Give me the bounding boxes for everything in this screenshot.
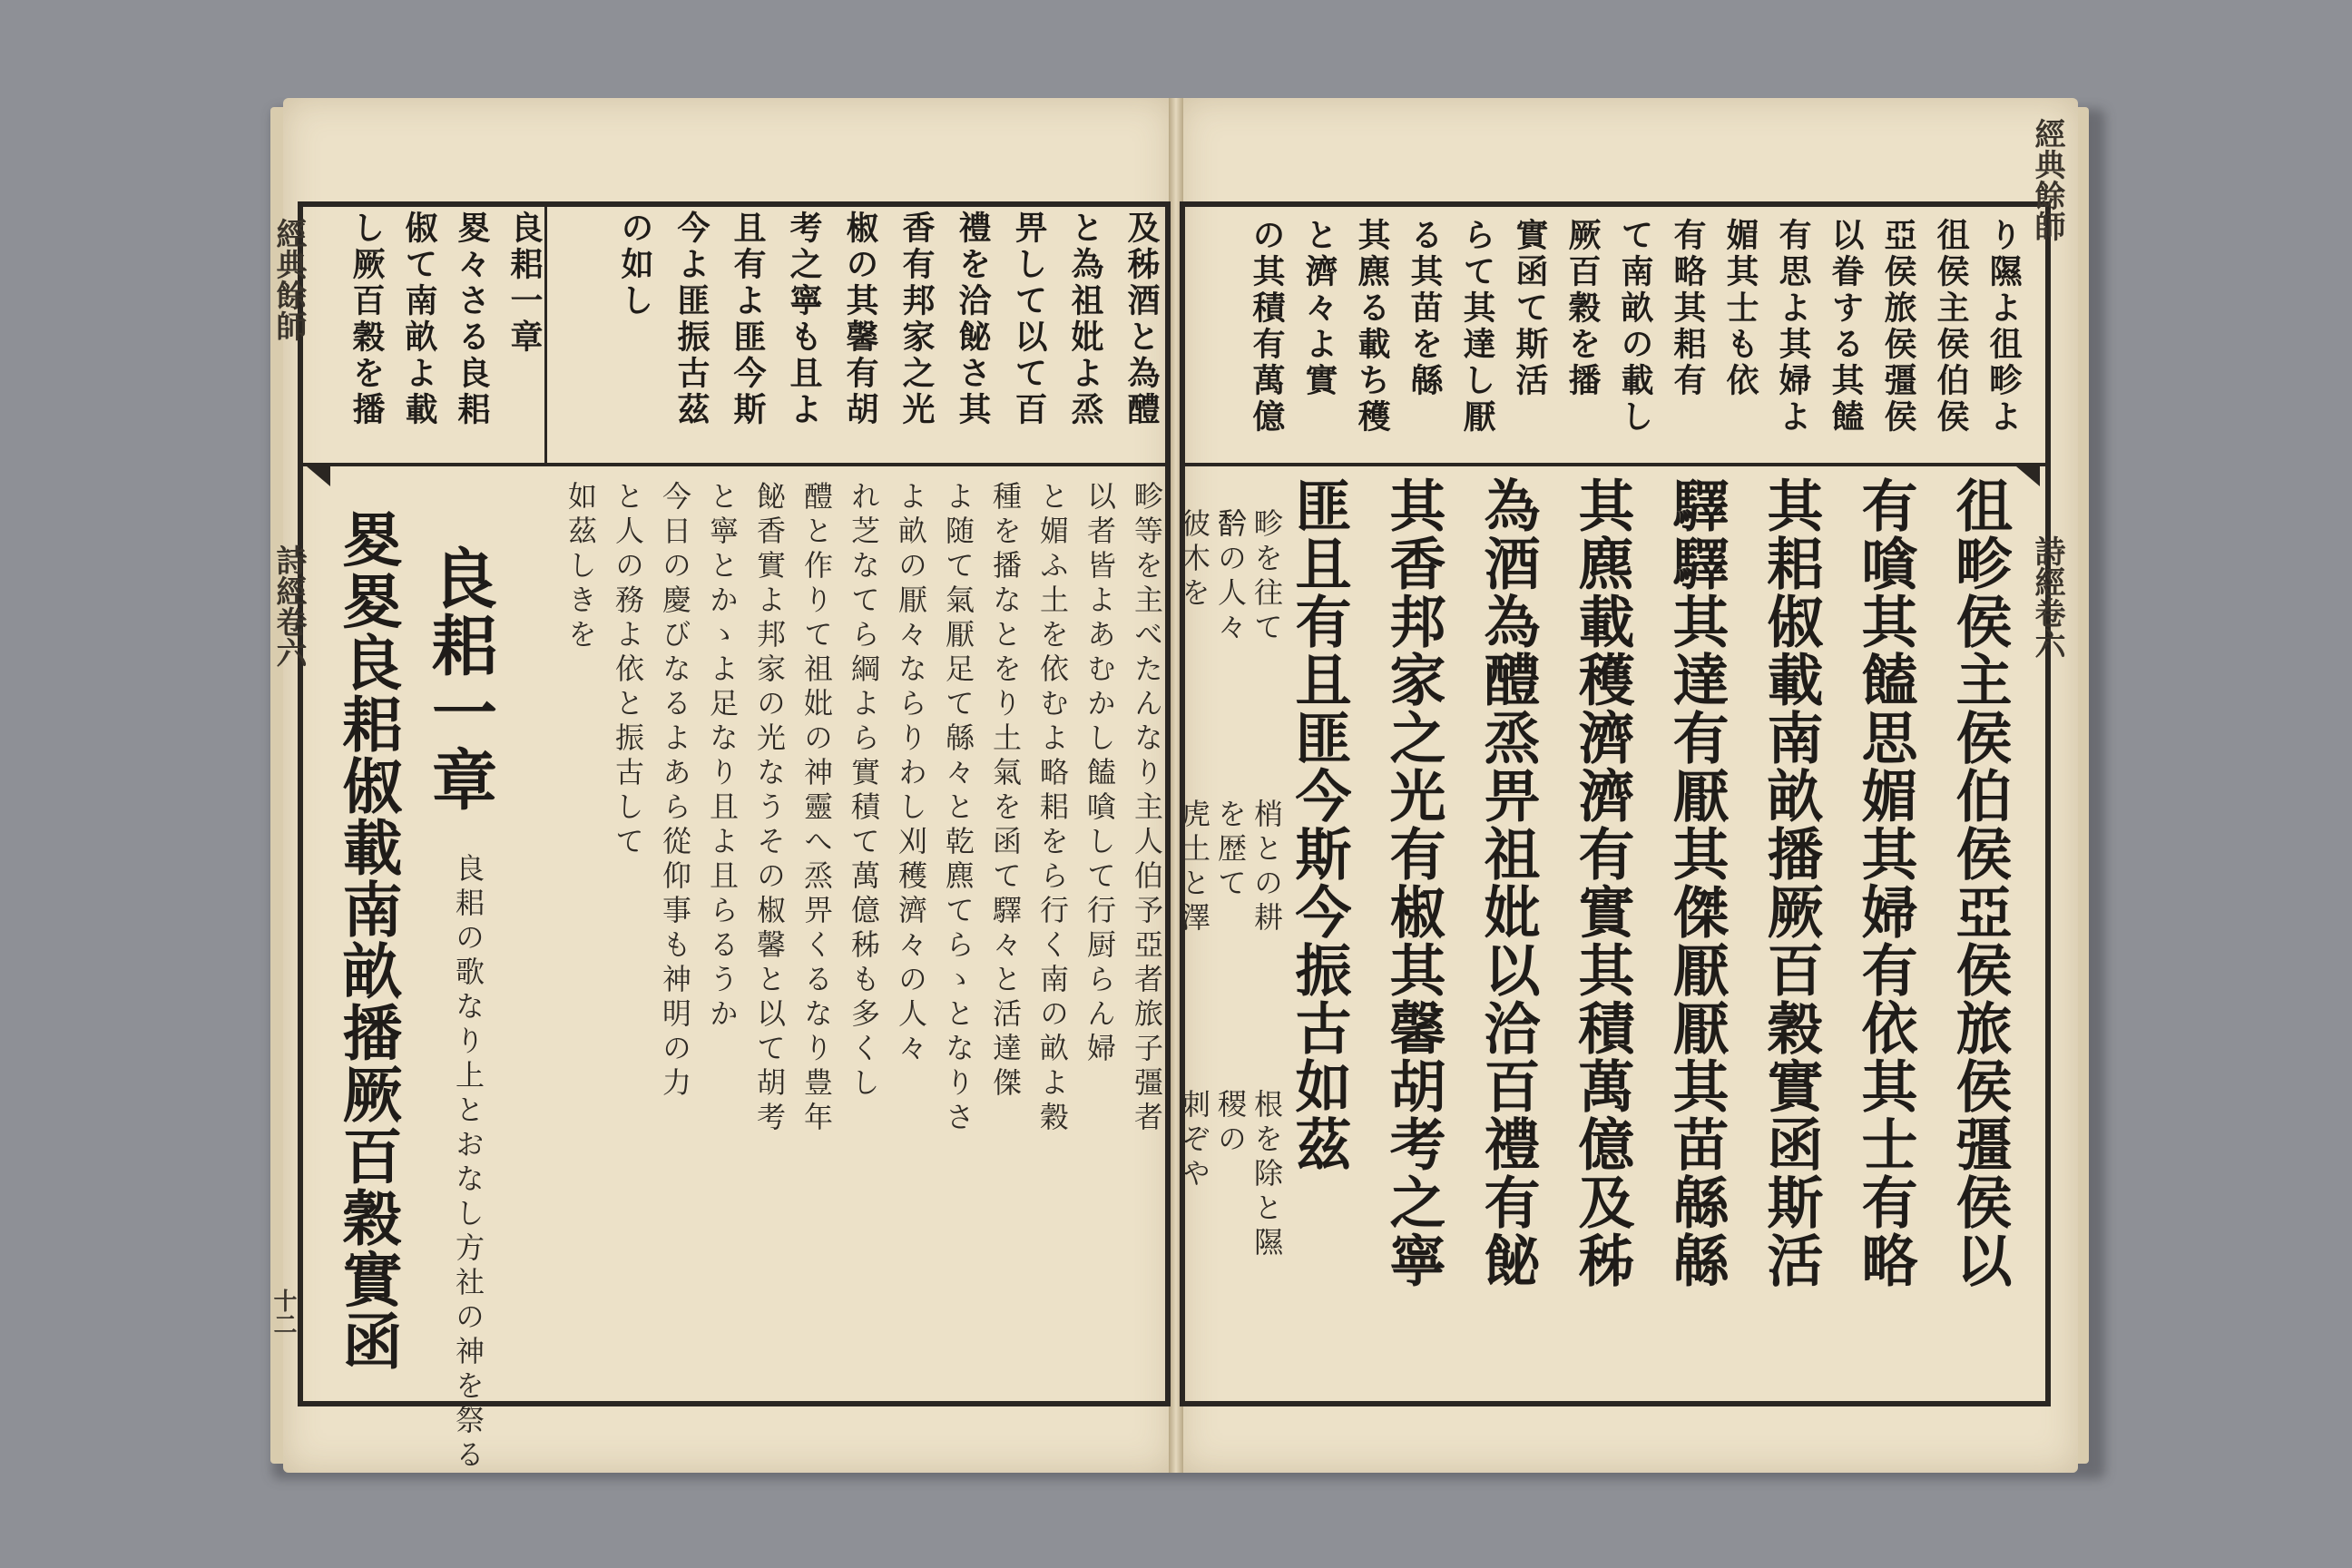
left-commentary-column: 種を播なとをり土氣を函て驛々と活達傑 xyxy=(988,481,1023,1102)
left-upper-note-column: 今よ匪振古茲 xyxy=(672,211,710,428)
left-upper-note-column: の如し xyxy=(616,211,654,319)
right-upper-note-column: 有略其耜有 xyxy=(1669,218,1707,399)
left-upper-title-column: 俶て南畝よ載 xyxy=(400,211,438,428)
left-upper-note-column: と為祖妣よ烝 xyxy=(1066,211,1104,428)
right-upper-note-column: る其苗を緜 xyxy=(1406,218,1444,399)
right-upper-note-column: らて其達し厭 xyxy=(1458,218,1496,436)
left-commentary-column: よ畝の厭々ならりわし刈穫濟々の人々 xyxy=(894,481,928,1067)
right-annotation-column: 彼木を xyxy=(1177,508,1211,612)
left-margin-title: 經典餘師 xyxy=(270,218,307,341)
right-upper-note-column: の其積有萬億 xyxy=(1248,218,1286,436)
left-upper-note-column: 及秭酒と為醴 xyxy=(1122,211,1161,428)
left-margin-subtitle: 詩經卷六 xyxy=(270,544,307,668)
right-upper-note-column: 實函て斯活 xyxy=(1511,218,1549,399)
left-upper-box-line xyxy=(544,207,547,463)
right-main-text-column: 為酒為醴烝畀祖妣以洽百禮有飶 xyxy=(1475,476,1541,1289)
right-main-text-column: 驛驛其達有厭其傑厭厭其苗緜緜 xyxy=(1663,476,1730,1289)
right-annotation-column: 稷の xyxy=(1213,1089,1248,1158)
right-page-divider xyxy=(1180,463,2051,466)
left-commentary-column: と人の務よ依と振古して xyxy=(611,481,645,860)
right-annotation-column: 梢との耕 xyxy=(1250,799,1284,936)
right-main-text-column: 其麃載穫濟濟有實其積萬億及秭 xyxy=(1569,476,1635,1289)
right-upper-note-column: 媚其士も依 xyxy=(1721,218,1759,399)
left-commentary-column: と媚ふ土を依むよ略耜をら行く南の畝よ穀 xyxy=(1035,481,1070,1136)
left-commentary-column: よ随て氣厭足て緜々と乾麃てらゝとなりさ xyxy=(941,481,975,1136)
left-page-divider xyxy=(298,463,1171,466)
left-upper-note-column: 畀して以て百 xyxy=(1010,211,1048,428)
chapter-note: 良耜の歌なり上とおなし方社の神を祭る xyxy=(451,853,485,1474)
left-commentary-column: 如茲しきを xyxy=(564,481,598,653)
right-annotation-column: 根を除と隰 xyxy=(1250,1089,1284,1261)
left-commentary-column: 以者皆よあむかし饁嗿して行厨らん婦 xyxy=(1083,481,1117,1067)
right-annotation-column: を歴て xyxy=(1213,799,1248,902)
left-upper-title-column: 良耜一章 xyxy=(505,211,544,356)
left-upper-title-column: し厥百穀を播 xyxy=(348,211,386,428)
left-section-marker xyxy=(307,466,330,486)
right-main-text-column: 匪且有且匪今斯今振古如茲 xyxy=(1286,476,1352,1173)
left-upper-note-column: 禮を洽飶さ其 xyxy=(954,211,992,428)
right-upper-note-column: 以眷する其饁 xyxy=(1827,218,1865,436)
chapter-heading: 良耜一章 xyxy=(421,544,498,813)
right-main-text-column: 其香邦家之光有椒其馨胡考之寧 xyxy=(1380,476,1446,1289)
left-upper-note-column: 考之寧も且よ xyxy=(785,211,823,428)
left-commentary-column: れ芝なてら綱よら實積て萬億秭も多くし xyxy=(847,481,881,1102)
right-margin-subtitle: 詩經卷六 xyxy=(2029,535,2065,659)
right-margin-title: 經典餘師 xyxy=(2029,118,2065,241)
left-commentary-column: 飶香實よ邦家の光なうその椒馨と以て胡考 xyxy=(752,481,787,1136)
right-main-text-column: 徂畛侯主侯伯侯亞侯旅侯彊侯以 xyxy=(1946,476,2013,1289)
left-main-text: 畟畟良耜俶載南畝播厥百穀實函 xyxy=(332,508,403,1372)
right-upper-note-column: て南畝の載し xyxy=(1616,218,1654,436)
right-upper-note-column: 其麃る載ち穫 xyxy=(1353,218,1391,436)
right-section-marker xyxy=(2016,466,2040,486)
left-commentary-column: と寧とかゝよ足なり且よ且らるうか xyxy=(705,481,740,1033)
left-commentary-column: 今日の慶びなるよあら從仰事も神明の力 xyxy=(658,481,692,1102)
right-main-text-column: 有嗿其饁思媚其婦有依其士有略 xyxy=(1852,476,1918,1289)
right-upper-note-column: 亞侯旅侯彊侯 xyxy=(1879,218,1917,436)
left-upper-note-column: 椒の其馨有胡 xyxy=(841,211,879,428)
right-main-text-column: 其耜俶載南畝播厥百穀實函斯活 xyxy=(1758,476,1824,1289)
right-upper-note-column: 厥百穀を播 xyxy=(1563,218,1602,399)
left-upper-title-column: 畟々さる良耜 xyxy=(453,211,491,428)
right-annotation-column: 畛を往て xyxy=(1250,508,1284,646)
right-annotation-column: 刺ぞや xyxy=(1177,1089,1211,1192)
left-commentary-column: 醴と作りて祖妣の神靈へ烝畀くるなり豊年 xyxy=(799,481,834,1136)
right-upper-note-column: と濟々よ實 xyxy=(1300,218,1338,399)
left-upper-note-column: 香有邦家之光 xyxy=(897,211,936,428)
right-upper-note-column: 有思よ其婦よ xyxy=(1774,218,1812,436)
page-number: 十二 xyxy=(270,1289,297,1336)
right-upper-note-column: 徂侯主侯伯侯 xyxy=(1932,218,1970,436)
right-upper-note-column: り隰よ徂畛よ xyxy=(1984,218,2023,436)
left-upper-note-column: 且有よ匪今斯 xyxy=(729,211,767,428)
left-commentary-column: 畛等を主べたんなり主人伯予亞者旅子彊者 xyxy=(1130,481,1164,1136)
right-annotation-column: 𩠻の人々 xyxy=(1213,508,1248,646)
right-annotation-column: 虎土と澤 xyxy=(1177,799,1211,936)
